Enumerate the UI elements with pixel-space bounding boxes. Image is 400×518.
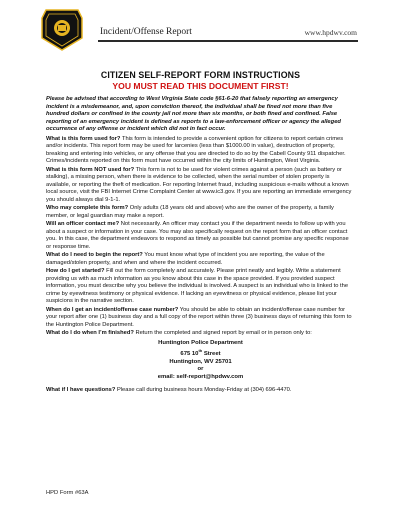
section-get-started <box>46 268 355 306</box>
address-department: Huntington Police Department <box>158 339 243 346</box>
legal-warning: Please be advised that according to West Virginia State code §61-6-20 that falsely reporting an emergency incident is a misdemeanor, and, upon conviction thereof, the individual shall be fined not more than five hundred dollars or confined in the county jail not more than six months, or both fined and confined. False reporting of an emergency incident is defined as reports to a law-enforcement officer or agency the alleged occurrence of any offense or incident which did not in fact occur. <box>46 96 341 133</box>
section-question: Will an officer contact me? <box>46 221 120 228</box>
section-question: What do I need to begin the report? <box>46 252 143 259</box>
section-answer: Please call during business hours Monday-Friday at (304) 696-4470. <box>116 386 292 393</box>
return-address <box>46 340 355 381</box>
section-not-used-for <box>46 167 355 205</box>
document-body <box>46 70 355 395</box>
section-when-finished <box>46 330 355 338</box>
section-answer: This form is not to be used for violent crimes against a person (such as battery or stalking), a missing person, when there is evidence to be collected, when the serial number of stolen property is available, or reporting the theft of medication. For reporting Internet fraud, including suspicious e-mails without a known local source, visit the FBI Internet Crime Complaint Center at www.ic3.gov. If you are reporting an immediate emergency you should always dial 9-1-1. <box>46 166 352 203</box>
section-answer: You must know what type of incident you are reporting, the value of the damaged/stolen property, and when and where the incident occurred. <box>46 252 325 266</box>
section-officer-contact <box>46 221 355 251</box>
section-question: How do I get started? <box>46 268 105 275</box>
address-city: Huntington, WV 25701 <box>169 358 232 365</box>
section-questions <box>46 387 355 395</box>
section-answer: You should be able to obtain an incident/offense case number for your report after one (1) business day and a full copy of the report within three (3) business days of returning this form to the Huntington Police Department. <box>46 306 352 328</box>
section-case-number <box>46 307 355 330</box>
section-question: What is this form used for? <box>46 135 121 142</box>
section-used-for <box>46 136 355 166</box>
street-name: Street <box>202 351 221 358</box>
street-number: 675 10 <box>180 351 199 358</box>
section-question: What if I have questions? <box>46 386 116 393</box>
section-question: When do I get an incident/offense case number? <box>46 306 179 313</box>
address-email: email: self-report@hpdwv.com <box>157 373 244 380</box>
police-badge-icon <box>40 8 84 52</box>
section-answer: Fill out the form completely and accurately. Please print neatly and legibly. Write a statement providing us with as much information as you know about this case in the space provided. If you provided suspect information, you must describe why you believe the individual is involved. A suspect is an individual who is linked to the crime by eyewitness testimony or physical evidence. If lacking an eyewitness or physical evidence, please list your suspicions in the narrative section. <box>46 268 349 305</box>
address-or: or <box>197 366 204 373</box>
address-street <box>46 347 355 358</box>
section-answer: Only adults (18 years old and above) who are the owner of the property, a family member, or legal guardian may make a report. <box>46 205 334 219</box>
section-answer: This form is intended to provide a convenient option for citizens to report certain crimes and/or incidents. This report form may be used for larcenies (less than $1000.00 in value), destruction of property, breaking and entering into vehicles, or any offense that you are directed to do so by the Cabell County 911 dispatcher. Crimes/incidents reported on this form must have occurred within the city limits of Huntington, West Virginia. <box>46 135 346 165</box>
section-answer: Return the completed and signed report by email or in person only to: <box>135 330 312 337</box>
header-divider <box>98 40 358 42</box>
section-question: Who may complete this form? <box>46 205 129 212</box>
section-who-may-complete <box>46 205 355 220</box>
header-url: www.hpdwv.com <box>304 28 357 37</box>
document-title: CITIZEN SELF-REPORT FORM INSTRUCTIONS <box>100 70 301 80</box>
section-answer: Not necessarily. An officer may contact you if the department needs to follow up with you about a suspect or information in your case. You may also specifically request on the report form that an officer contact you. In this case, the department endeavors to respond as timely as possible but cannot promise any specific response or response time. <box>46 221 349 250</box>
street-ordinal: th <box>198 348 203 354</box>
section-question: What is this form NOT used for? <box>46 166 135 173</box>
document-subtitle: YOU MUST READ THIS DOCUMENT FIRST! <box>112 81 289 91</box>
header-title: Incident/Offense Report <box>100 27 192 37</box>
section-begin-report <box>46 252 355 267</box>
form-number: HPD Form #63A <box>46 490 89 496</box>
page-header <box>0 0 400 62</box>
section-question: What do I do when I’m finished? <box>46 330 134 337</box>
